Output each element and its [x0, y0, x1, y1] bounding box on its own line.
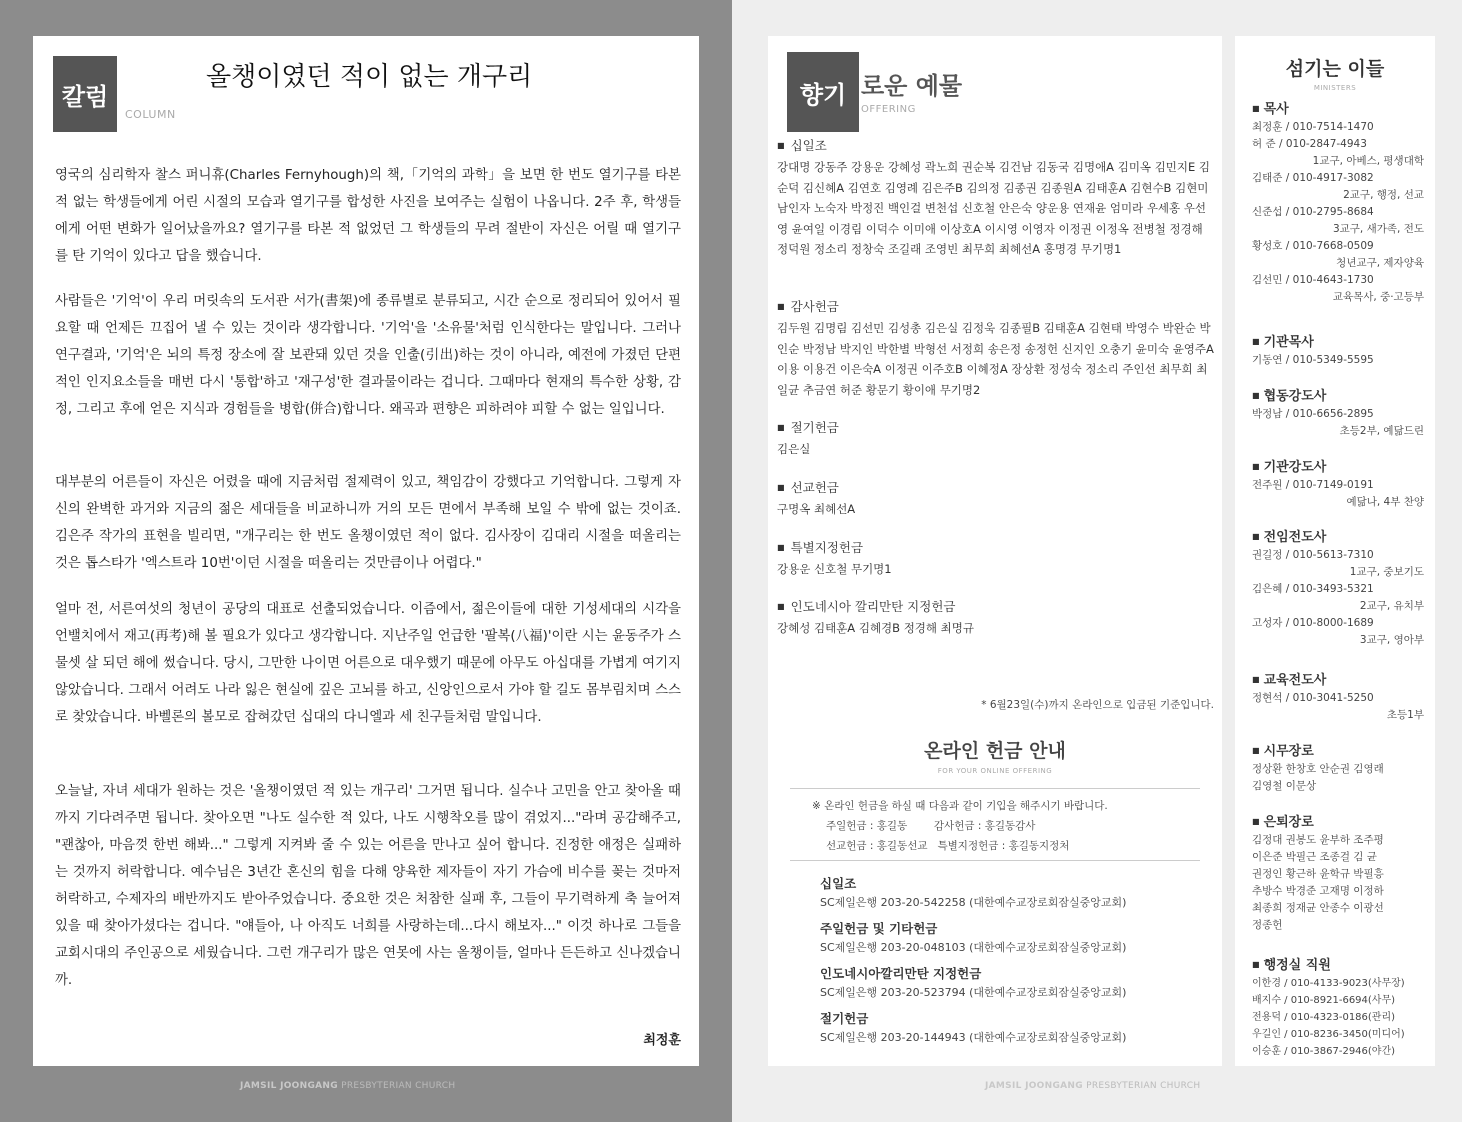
ministers-group-institution-pastor: [1252, 333, 1432, 369]
online-row: 선교헌금 : 홍길동선교 특별지정헌금 : 홍길동지정처: [826, 840, 1070, 852]
offering-tag-sub: OFFERING: [861, 104, 916, 115]
left-footer-rest: PRESBYTERIAN CHURCH: [337, 1081, 456, 1091]
ministers-heading: ■ 교육전도사: [1252, 671, 1432, 690]
offering-names: 김두원 김명림 김선민 김성총 김은실 김정욱 김종필B 김태훈A 김현태 박영수 박완순 박인순 박정남 박지인 박한별 박형선 서정희 송은정 송정헌 신지인 오충기 윤미숙 윤영주A 이용 이용건 이은숙A 이정권 이주호B 이혜정A 장상환 정성숙 정소리 주인선 최무희 최일균 추금연 허준 황문기 황이애 무기명2: [777, 321, 1214, 397]
minister-line: 김영철 이문상: [1252, 780, 1317, 792]
ministers-heading: ■ 시무장로: [1252, 742, 1432, 761]
minister-role: 3교구, 새가족, 전도: [1332, 223, 1424, 235]
offering-section-season: [777, 419, 1217, 460]
minister-role: 초등1부: [1386, 709, 1424, 721]
offering-section-thanks: [777, 298, 1217, 400]
offering-heading: ■ 절기헌금: [777, 419, 1217, 437]
minister-line: 최정훈 / 010-7514-1470: [1252, 121, 1374, 133]
account-label: 주일헌금 및 기타헌금: [820, 921, 938, 936]
account-number: SC제일은행 203-20-523794 (대한예수교장로회잠실중앙교회): [820, 986, 1127, 999]
column-tag: 칼럼: [53, 56, 117, 132]
minister-role: 2교구, 유치부: [1359, 600, 1424, 612]
offering-title: 로운 예물: [861, 72, 963, 100]
ministers-group-active-elders: [1252, 742, 1432, 795]
minister-line: 권길정 / 010-5613-7310: [1252, 549, 1374, 561]
offering-names: 강용운 신호철 무기명1: [777, 562, 892, 576]
ministers-panel: [1235, 36, 1435, 1066]
ministers-heading: ■ 행정실 직원: [1252, 956, 1432, 975]
online-row: 주일헌금 : 홍길동 감사헌금 : 홍길동감사: [826, 820, 1036, 832]
minister-role: 1교구, 중보기도: [1349, 566, 1424, 578]
offering-tag: 향기: [787, 52, 859, 132]
minister-line: 이한경 / 010-4133-9023(사무장): [1252, 978, 1405, 989]
offering-section-special: [777, 539, 1217, 580]
minister-role: 1교구, 아베스, 평생대학: [1312, 155, 1424, 167]
account-number: SC제일은행 203-20-048103 (대한예수교장로회잠실중앙교회): [820, 941, 1127, 954]
divider: [790, 860, 1200, 861]
offering-names: 강대명 강동주 강용운 강혜성 곽노희 권순복 김건남 김동국 김명애A 김미옥 김민지E 김순덕 김신혜A 김연호 김영례 김은주B 김의정 김종권 김종원A 김태훈A 김현수B 김현미 남인자 노숙자 박정진 백인걸 변천섭 신호철 안은숙 양운용 연재윤 엄미라 우세홍 우선영 윤여일 이경림 이덕수 이미애 이상호A 이시영 이영자 이정권 이정옥 전병철 정경해 정덕원 정소리 정창숙 조길래 조영빈 최무희 최혜선A 홍명경 무기명1: [777, 160, 1211, 256]
ministers-group-pastors: [1252, 100, 1432, 306]
minister-line: 정현석 / 010-3041-5250: [1252, 692, 1374, 704]
minister-line: 정종헌: [1252, 919, 1283, 931]
offering-names: 구명옥 최혜선A: [777, 502, 856, 516]
account-label: 십일조: [820, 876, 857, 891]
ministers-group-education-evangelist: [1252, 671, 1432, 724]
minister-line: 이은준 박필근 조종걸 김 균: [1252, 851, 1377, 863]
right-footer-bold: JAMSIL JOONGANG: [985, 1081, 1083, 1091]
account-number: SC제일은행 203-20-144943 (대한예수교장로회잠실중앙교회): [820, 1031, 1127, 1044]
minister-line: 최종희 정재균 안종수 이광선: [1252, 902, 1384, 914]
right-footer: [985, 1081, 1200, 1091]
column-paragraph-4: 얼마 전, 서른여섯의 청년이 공당의 대표로 선출되었습니다. 이즘에서, 젊은이들에 대한 기성세대의 시각을 언밸치에서 재고(再考)해 볼 필요가 있다고 생각합니다. 지난주일 언급한 '팔복(八福)'이란 시는 윤동주가 스물셋 살 되던 해에 썼습니다. 당시, 그만한 나이면 어른으로 대우했기 때문에 아무도 아십대를 가볍게 여기지 않았습니다. 그래서 어려도 나라 잃은 현실에 깊은 고뇌를 하고, 신앙인으로서 가야 할 길도 몸부림치며 스스로 찾았습니다. 바벨론의 볼모로 잡혀갔던 십대의 다니엘과 세 친구들처럼 말입니다.: [55, 602, 681, 725]
offering-names: 강혜성 김태훈A 김혜경B 정경해 최명규: [777, 621, 975, 635]
minister-line: 권정인 황근하 윤학규 박필흥: [1252, 868, 1384, 880]
minister-line: 고성자 / 010-8000-1689: [1252, 617, 1374, 629]
minister-line: 전주원 / 010-7149-0191: [1252, 479, 1374, 491]
account-label: 절기헌금: [820, 1011, 869, 1026]
column-tag-sub: COLUMN: [125, 108, 176, 121]
offering-section-indonesia: [777, 598, 1217, 639]
offering-panel: [768, 36, 1222, 1066]
account-label: 인도네시아깔리만탄 지정헌금: [820, 966, 982, 981]
divider: [790, 788, 1200, 789]
offering-heading: ■ 인도네시아 깔리만탄 지정헌금: [777, 598, 1217, 616]
minister-line: 우길인 / 010-8236-3450(미디어): [1252, 1029, 1405, 1040]
left-footer-bold: JAMSIL JOONGANG: [240, 1081, 338, 1091]
column-title: 올챙이였던 적이 없는 개구리: [206, 62, 533, 92]
offering-heading: ■ 특별지정헌금: [777, 539, 1217, 557]
minister-line: 김정대 권봉도 윤부하 조주평: [1252, 834, 1384, 846]
minister-role: 초등2부, 예닮드린: [1339, 425, 1424, 437]
offering-section-tithe: [777, 137, 1217, 260]
offering-section-mission: [777, 479, 1217, 520]
ministers-heading: ■ 협동강도사: [1252, 387, 1432, 406]
ministers-title: 섬기는 이들: [1285, 58, 1385, 80]
online-intro: ※ 온라인 헌금을 하실 때 다음과 같이 기입을 해주시기 바랍니다.: [812, 800, 1108, 812]
offering-note: * 6월23일(수)까지 온라인으로 입금된 기준입니다.: [981, 699, 1214, 711]
offering-heading: ■ 선교헌금: [777, 479, 1217, 497]
ministers-group-fulltime-evangelist: [1252, 528, 1432, 649]
minister-role: 예닮나, 4부 찬양: [1346, 496, 1424, 508]
ministers-heading: ■ 전임전도사: [1252, 528, 1432, 547]
minister-line: 정상환 한창호 안순권 김영래: [1252, 763, 1384, 775]
minister-line: 김은혜 / 010-3493-5321: [1252, 583, 1374, 595]
ministers-heading: ■ 기관강도사: [1252, 458, 1432, 477]
minister-line: 박정남 / 010-6656-2895: [1252, 408, 1374, 420]
offering-names: 김은실: [777, 442, 811, 456]
column-panel: [33, 36, 699, 1066]
online-offering-title: 온라인 헌금 안내: [924, 740, 1066, 762]
minister-line: 신준섭 / 010-2795-8684: [1252, 206, 1374, 218]
column-author: 최정훈: [643, 1033, 681, 1048]
left-footer: [240, 1081, 455, 1091]
ministers-group-office-staff: [1252, 956, 1432, 1060]
minister-role: 3교구, 영아부: [1359, 634, 1424, 646]
minister-role: 교육목사, 중·고등부: [1332, 291, 1424, 303]
minister-line: 허 준 / 010-2847-4943: [1252, 138, 1367, 150]
ministers-sub: MINISTERS: [1313, 84, 1357, 92]
column-paragraph-2: 사람들은 '기억'이 우리 머릿속의 도서관 서가(書架)에 종류별로 분류되고, 시간 순으로 정리되어 있어서 필요할 때 언제든 끄집어 낼 수 있는 것이라 생각합니다. '기억'을 '소유물'처럼 인식한다는 말입니다. 그러나 연구결과, '기억'은 뇌의 특정 장소에 잘 보관돼 있던 것을 인출(引出)하는 것이 아니라, 예전에 가졌던 단편적인 인지요소들을 매번 다시 '통합'하고 '재구성'한 결과물이라는 겁니다. 그때마다 현재의 특수한 상황, 감정, 그리고 후에 얻은 지식과 경험들을 병합(併合)합니다. 왜곡과 편향은 피하려야 피할 수 없는 일입니다.: [55, 294, 681, 417]
ministers-heading: ■ 기관목사: [1252, 333, 1432, 352]
column-paragraph-3: 대부분의 어른들이 자신은 어렸을 때에 지금처럼 절제력이 있고, 책임감이 강했다고 기억합니다. 그렇게 자신의 완벽한 과거와 지금의 젊은 세대들을 비교하니까 거의 모든 면에서 부족해 보일 수 밖에 없는 것이죠. 김은주 작가의 표현을 빌리면, "개구리는 한 번도 올챙이였던 적이 없다. 김사장이 김대리 시절을 떠올리는 것은 톱스타가 '엑스트라 10번'이던 시절을 떠올리는 것만큼이나 어렵다.": [55, 475, 681, 571]
ministers-group-coop-preacher: [1252, 387, 1432, 440]
online-offering-sub: FOR YOUR ONLINE OFFERING: [937, 767, 1053, 775]
ministers-heading: ■ 은퇴장로: [1252, 813, 1432, 832]
minister-line: 김태준 / 010-4917-3082: [1252, 172, 1374, 184]
minister-role: 청년교구, 제자양육: [1336, 257, 1424, 269]
account-number: SC제일은행 203-20-542258 (대한예수교장로회잠실중앙교회): [820, 896, 1127, 909]
minister-line: 추방수 박경준 고재명 이정하: [1252, 885, 1384, 897]
column-paragraph-5: 오늘날, 자녀 세대가 원하는 것은 '올챙이였던 적 있는 개구리' 그거면 됩니다. 실수나 고민을 안고 찾아올 때까지 기다려주면 됩니다. 찾아오면 "나도 실수한 적 있다, 나도 시행착오를 많이 겪었지..."라며 공감해주고, "괜찮아, 마음껏 한번 해봐..." 그렇게 지켜봐 줄 수 있는 어른을 만나고 싶어 합니다. 진정한 애정은 실패하는 것까지 허락합니다. 예수님은 3년간 혼신의 힘을 다해 양육한 제자들이 자기 가슴에 비수를 꽂는 것마저 허락하고, 수제자의 배반까지도 받아주었습니다. 중요한 것은 처참한 실패 후, 그들이 무기력하게 축 늘어져 있을 때 찾아가셨다는 겁니다. "얘들아, 나 아직도 너희를 사랑하는데...다시 해보자..." 이것 하나로 그들을 교회시대의 주인공으로 세웠습니다. 그런 개구리가 많은 연못에 사는 올챙이들, 얼마나 든든하고 신나겠습니까.: [55, 784, 681, 988]
minister-role: 2교구, 행정, 선교: [1343, 189, 1424, 201]
minister-line: 기동연 / 010-5349-5595: [1252, 354, 1374, 366]
minister-line: 전용덕 / 010-4323-0186(관리): [1252, 1012, 1396, 1023]
minister-line: 배지수 / 010-8921-6694(사무): [1252, 995, 1396, 1006]
minister-line: 황성호 / 010-7668-0509: [1252, 240, 1374, 252]
minister-line: 김선민 / 010-4643-1730: [1252, 274, 1374, 286]
ministers-heading: ■ 목사: [1252, 100, 1432, 119]
right-footer-rest: PRESBYTERIAN CHURCH: [1082, 1081, 1201, 1091]
ministers-group-retired-elders: [1252, 813, 1432, 934]
minister-line: 이승훈 / 010-3867-2946(야간): [1252, 1046, 1396, 1057]
offering-heading: ■ 십일조: [777, 137, 1217, 155]
column-paragraph-1: 영국의 심리학자 찰스 퍼니휴(Charles Fernyhough)의 책,「기억의 과학」을 보면 한 번도 열기구를 타본 적 없는 학생들에게 어린 시절의 모습과 열기구를 합성한 사진을 보여주는 실험이 나옵니다. 2주 후, 학생들에게 어떤 변화가 일어났을까요? 열기구를 타본 적 없었던 그 학생들의 무려 절반이 자신은 어릴 때 열기구를 탄 기억이 있다고 답을 했습니다.: [55, 168, 681, 264]
ministers-group-institution-preacher: [1252, 458, 1432, 511]
offering-heading: ■ 감사헌금: [777, 298, 1217, 316]
